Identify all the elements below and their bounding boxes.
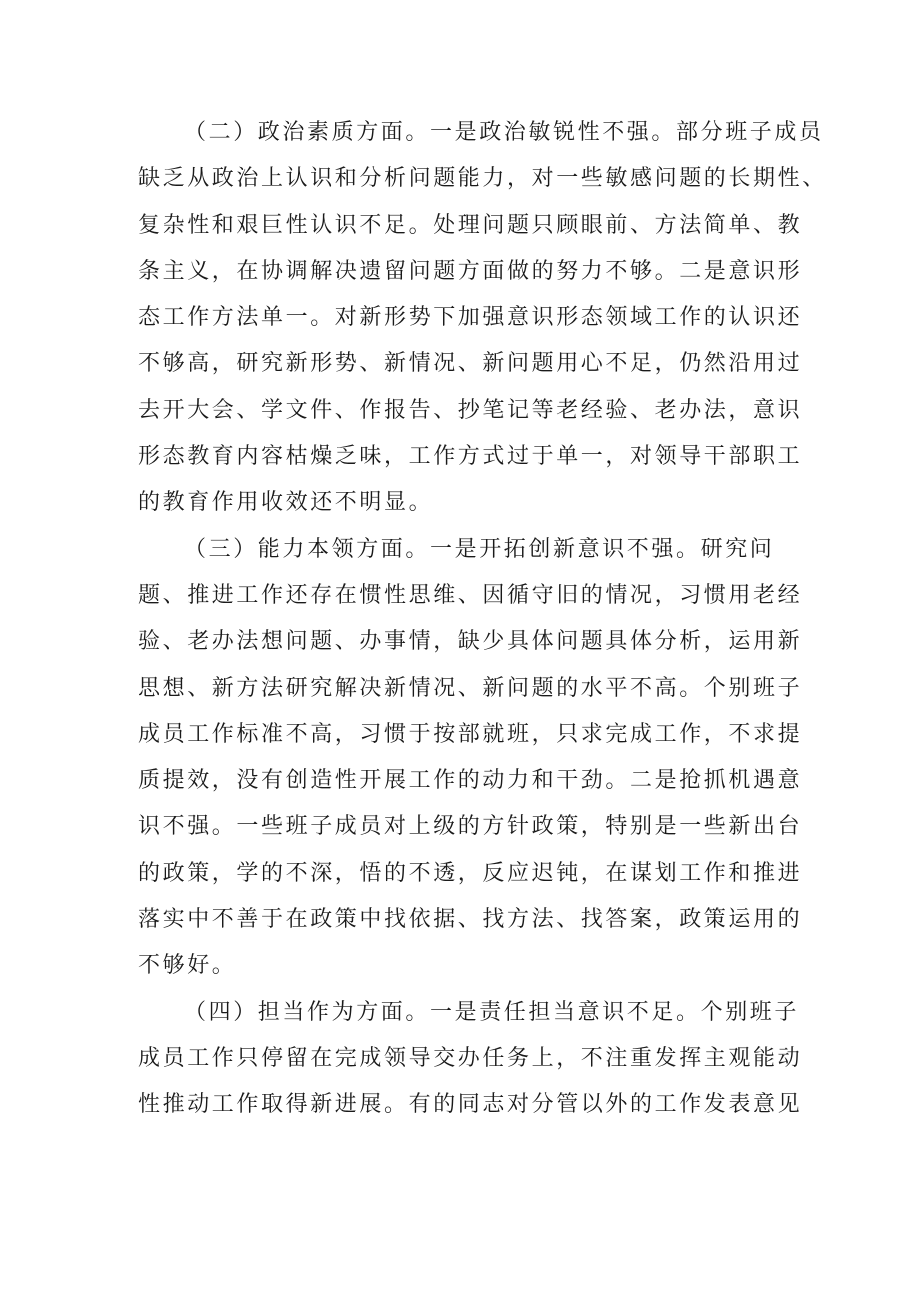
paragraph-2-line-7: 去开大会、学文件、作报告、抄笔记等老经验、老办法，意识 — [138, 397, 803, 423]
paragraph-4-line-3: 性推动工作取得新进展。有的同志对分管以外的工作发表意见 — [138, 1092, 803, 1118]
paragraph-2-line-2: 缺乏从政治上认识和分析问题能力，对一些敏感问题的长期性、 — [138, 166, 827, 192]
paragraph-2-line-4: 条主义，在协调解决遗留问题方面做的努力不够。二是意识形 — [138, 258, 803, 284]
paragraph-4-line-1: （四）担当作为方面。一是责任担当意识不足。个别班子 — [184, 999, 800, 1025]
paragraph-3-line-4: 思想、新方法研究解决新情况、新问题的水平不高。个别班子 — [138, 675, 803, 701]
paragraph-3-line-7: 识不强。一些班子成员对上级的方针政策，特别是一些新出台 — [138, 814, 803, 840]
document-body — [138, 110, 827, 1129]
paragraph-3-line-6: 质提效，没有创造性开展工作的动力和干劲。二是抢抓机遇意 — [138, 768, 803, 794]
paragraph-3-line-5: 成员工作标准不高，习惯于按部就班，只求完成工作，不求提 — [138, 721, 803, 747]
paragraph-2-line-5: 态工作方法单一。对新形势下加强意识形态领域工作的认识还 — [138, 305, 803, 331]
paragraph-3-line-3: 验、老办法想问题、办事情，缺少具体问题具体分析，运用新 — [138, 629, 803, 655]
paragraph-2-line-8: 形态教育内容枯燥乏味，工作方式过于单一，对领导干部职工 — [138, 444, 803, 470]
paragraph-3-line-1: （三）能力本领方面。一是开拓创新意识不强。研究问 — [184, 536, 775, 562]
paragraph-3-line-8: 的政策，学的不深，悟的不透，反应迟钝，在谋划工作和推进 — [138, 860, 803, 886]
paragraph-2-line-9: 的教育作用收效还不明显。 — [138, 490, 434, 516]
paragraph-2-line-3: 复杂性和艰巨性认识不足。处理问题只顾眼前、方法简单、教 — [138, 212, 803, 238]
paragraph-2-line-6: 不够高，研究新形势、新情况、新问题用心不足，仍然沿用过 — [138, 351, 803, 377]
paragraph-2-line-1: （二）政治素质方面。一是政治敏锐性不强。部分班子成员 — [184, 120, 824, 145]
paragraph-3-line-2: 题、推进工作还存在惯性思维、因循守旧的情况，习惯用老经 — [138, 582, 803, 608]
paragraph-3-line-9: 落实中不善于在政策中找依据、找方法、找答案，政策运用的 — [138, 907, 803, 933]
paragraph-3-line-10: 不够好。 — [138, 953, 237, 979]
paragraph-4-line-2: 成员工作只停留在完成领导交办任务上，不注重发挥主观能动 — [138, 1045, 803, 1071]
